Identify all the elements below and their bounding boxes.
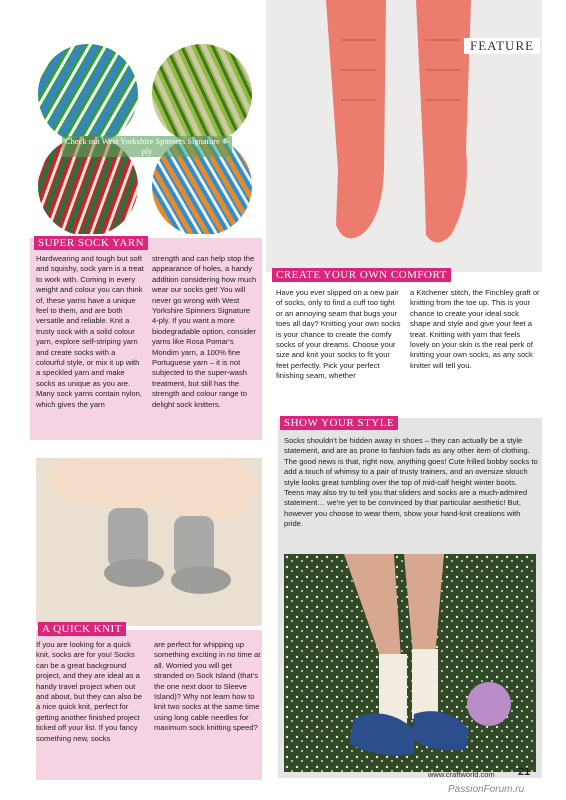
super-sock-panel [30, 238, 262, 440]
super-sock-heading: SUPER SOCK YARN [34, 236, 148, 250]
quick-knit-panel [36, 623, 262, 780]
quick-knit-heading: A QUICK KNIT [38, 622, 126, 636]
yarn-caption: Check out West Yorkshire Spinners Signature 4-ply [62, 136, 232, 157]
page-number: 21 [518, 766, 531, 778]
quick-knit-col2: are perfect for whipping up something exciting in no time at all. Worried you will get stranded on Sock Island (that's the one next door to Sleeve Island)? Why not learn how to knit two socks at the same time using long cable needles for maximum sock knitting speed? [154, 640, 261, 733]
super-sock-col1: Hardwearing and tough but soft and squishy, sock yarn is a treat to work with. Coming in every weight and colour you can think of, these yarns have a unique feel to them, and are both versatile and reliable. Knit a trusty sock with a solid colour yarn, explore self-striping yarn and create socks with a colourful style, or mix it up with a speckled yarn and make socks as unique as you are. Many sock yarns contain nylon, which gives the yarn [36, 254, 144, 409]
garden-photo [284, 554, 536, 772]
baby-booties-image [36, 458, 262, 626]
show-style-panel [278, 418, 542, 778]
yarn-photo [30, 44, 262, 234]
show-style-heading: SHOW YOUR STYLE [280, 416, 398, 430]
show-style-body: Socks shouldn't be hidden away in shoes – they can actually be a style statement, and are as prone to fashion fads as any other item of clothing. The good news is that, right now, anything goes! Cute frilled bobby socks to add a touch of whimsy to a pair of trusty trainers, and an oversize slouch style looks great tumbling over the top of mid-calf height winter boots. Teens may also try to tell you that sliders and socks are a much-admired statement… we're yet to be convinced by that particular aesthetic! But, however you choose to wear them, show your hand-knit creations with pride. [284, 436, 538, 529]
create-comfort-col2: a Kitchener stitch, the Finchley graft or knitting from the toe up. This is your chance to create your ideal sock shape and style and give your feet a treat. Knitting with yarn that feels lovely on your skin is the real perk of knitting your own socks, as any sock knitter will tell you. [410, 288, 540, 370]
footer-url: www.craftworld.com [428, 770, 495, 779]
garden-socks-image [284, 554, 536, 772]
baby-socks-photo [36, 458, 262, 626]
watermark: PassionForum.ru [448, 784, 525, 795]
create-comfort-heading: CREATE YOUR OWN COMFORT [272, 268, 451, 282]
quick-knit-col1: If you are looking for a quick knit, socks are for you! Socks can be a great background project, and they are ideal as a handy travel project when out and about, but they can also be a nice quick knit, perfect for getting another finished project ticked off your list. If you fancy something new, socks [36, 640, 142, 743]
create-comfort-col1: Have you ever slipped on a new pair of socks, only to find a cuff too tight or an annoying seam that bugs your toes all day? Knitting your own socks is your chance to create the comfy socks of your dreams. Choose your size and knit your socks to fit your feet perfectly. Pick your perfect finishing seam, whether [276, 288, 401, 381]
super-sock-col2: strength and can help stop the appearance of holes, a handy addition considering how much wear our socks get! You will never go wrong with West Yorkshire Spinners Signature 4-ply. If you want a more biodegradable option, consider yarns like Rosa Pomar's Mondim yarn, a 100% fine Portuguese yarn – it is not subjected to the super-wash treatment, but still has the strength and colour range to delight sock knitters. [152, 254, 257, 409]
pink-socks-photo [266, 0, 542, 272]
section-tag: FEATURE [464, 38, 540, 54]
